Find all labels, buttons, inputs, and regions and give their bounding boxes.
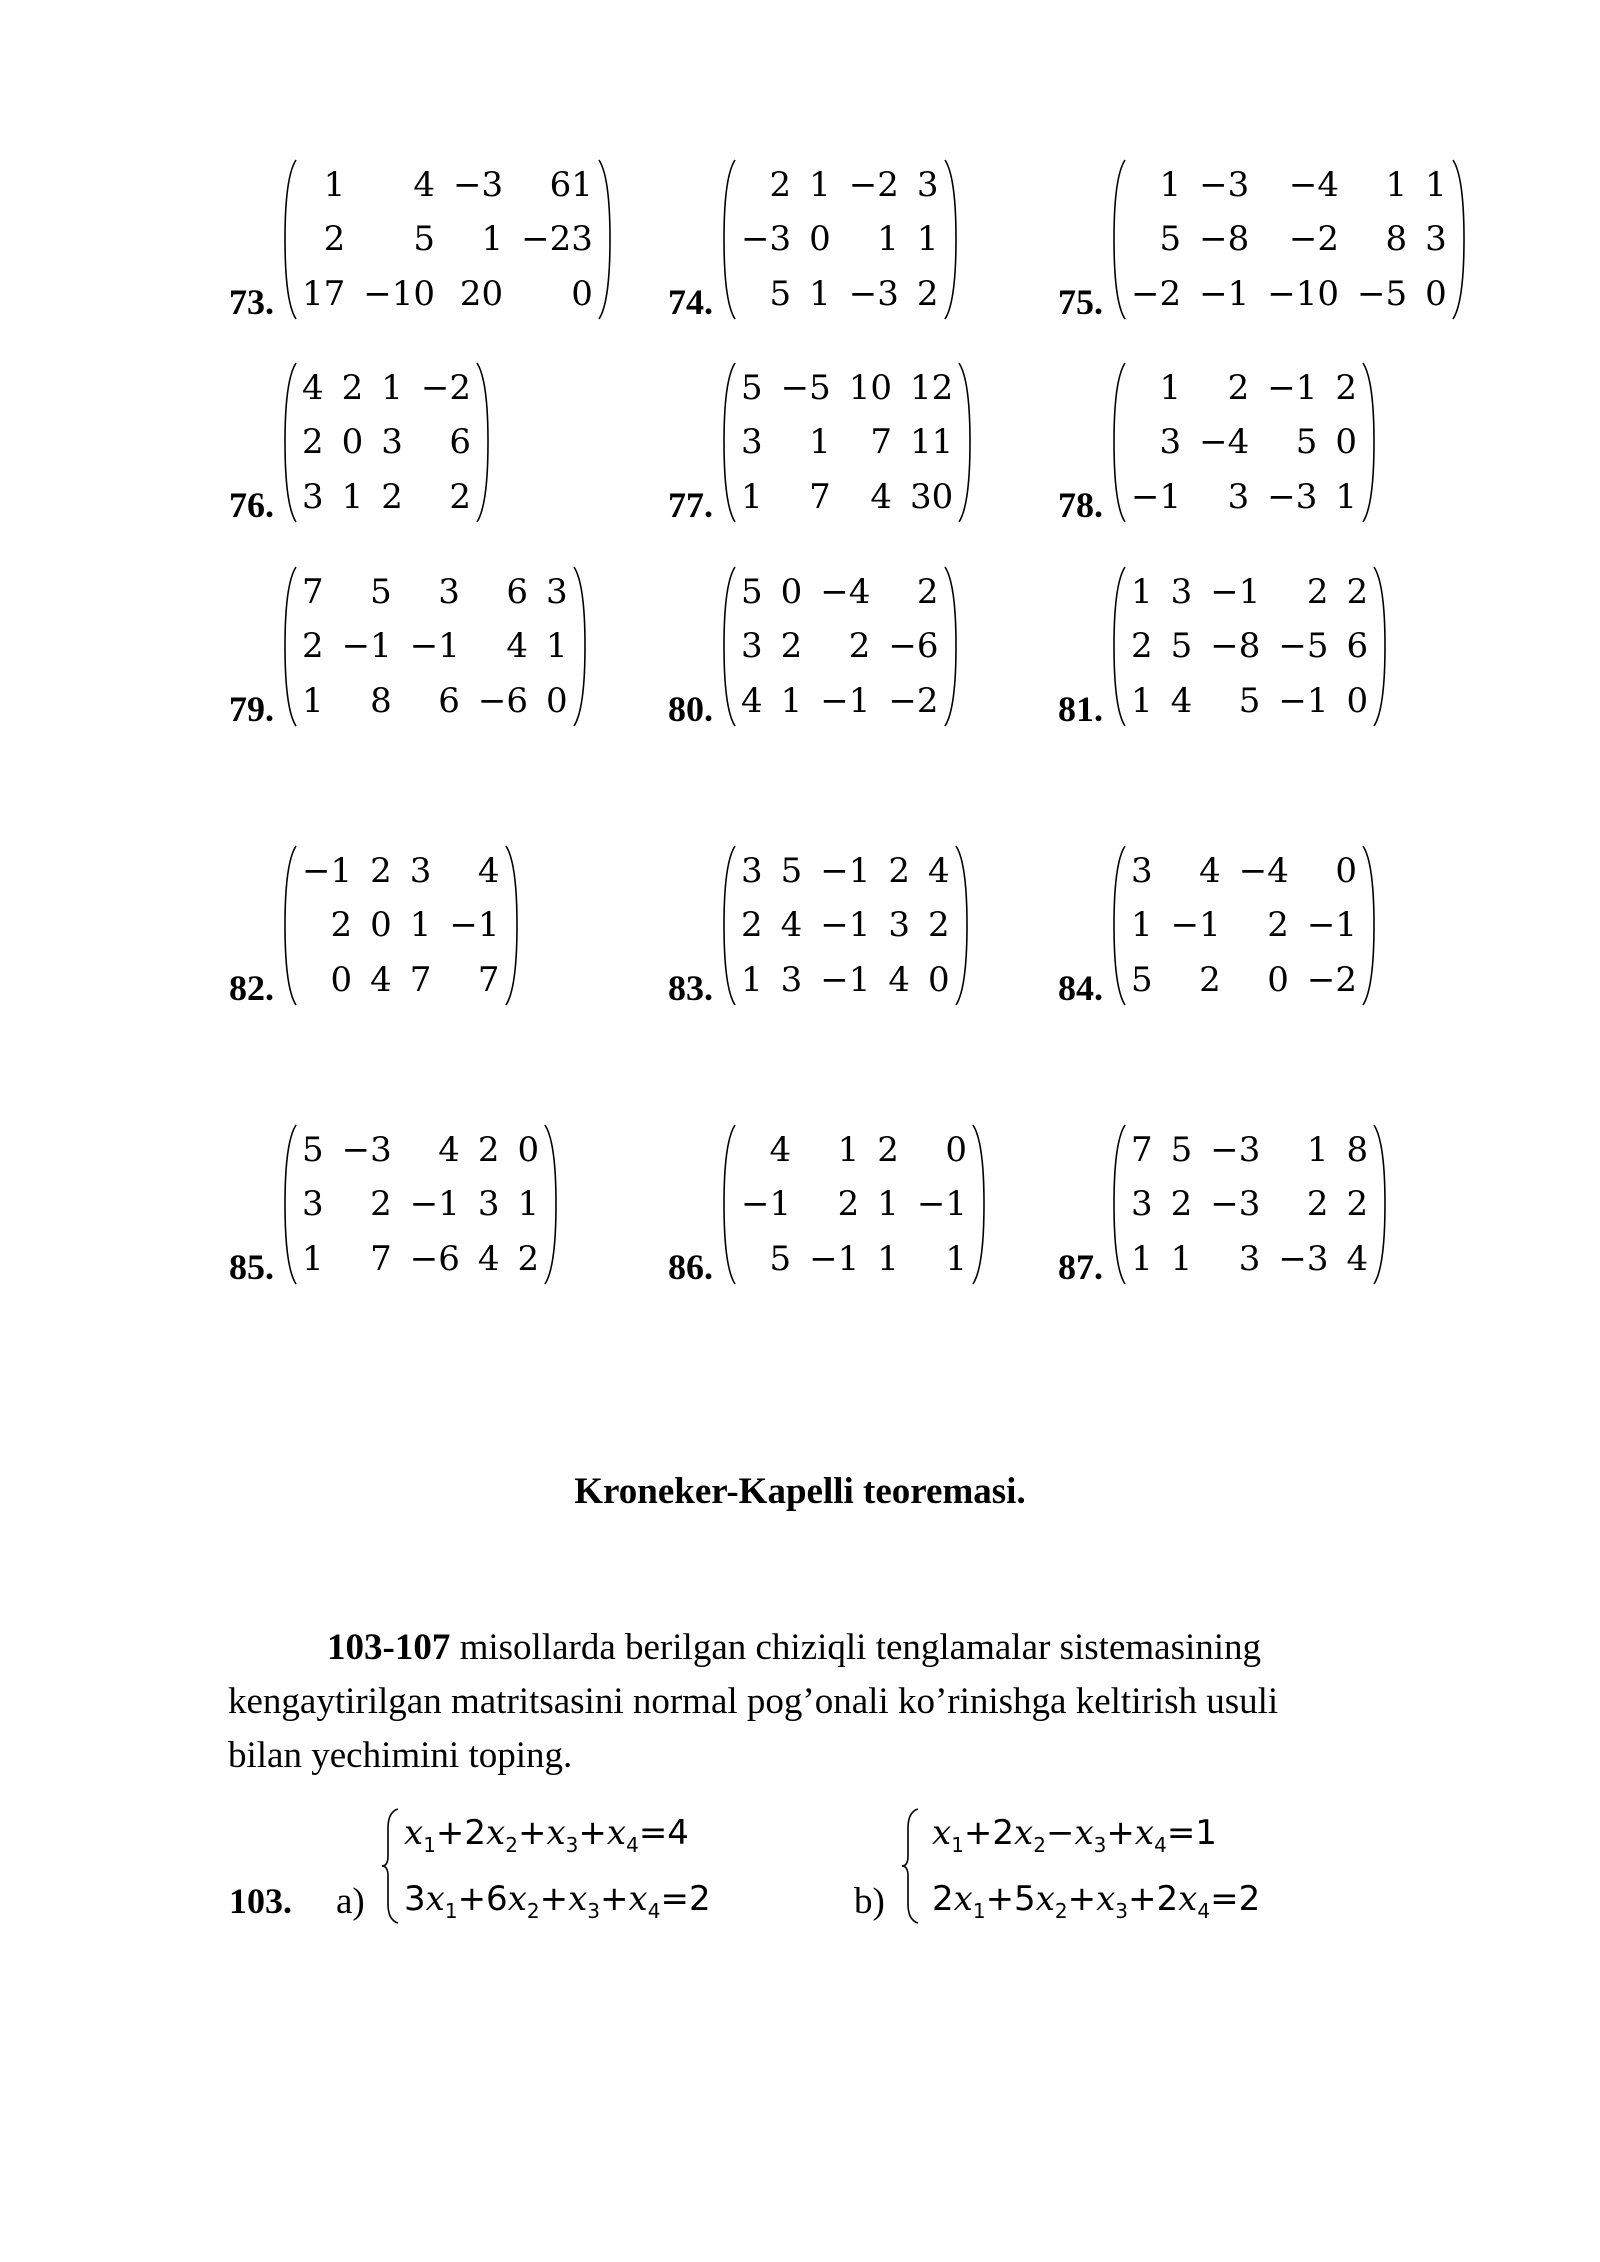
- matrix-cell: 20: [459, 273, 504, 314]
- matrix-cell: 7: [409, 959, 432, 1000]
- matrix-cell: 1: [877, 219, 899, 260]
- matrix-cell: 5: [1295, 422, 1318, 463]
- exercise-number: 83.: [668, 968, 713, 1008]
- matrix-cell: 2: [1267, 905, 1289, 946]
- matrix-cell: −3: [741, 219, 792, 260]
- matrix-cell: 5: [780, 851, 803, 891]
- matrix-cell: 2: [477, 1130, 500, 1170]
- matrix-body: [280, 157, 615, 322]
- matrix-cell: 30: [910, 476, 954, 517]
- matrix-cell: 3: [302, 1184, 324, 1225]
- matrix-cell: 1: [1131, 905, 1153, 946]
- matrix-cell: 2: [916, 572, 939, 612]
- matrix-cell: −5: [780, 368, 831, 408]
- paragraph-line-3: bilan yechimini toping.: [228, 1735, 573, 1776]
- part-b-label: b): [854, 1881, 885, 1922]
- matrix-cell: −4: [1199, 422, 1250, 463]
- problem-number: 103.: [229, 1881, 292, 1921]
- matrix-cell: −5: [1278, 626, 1329, 667]
- matrix-cell: 4: [477, 851, 500, 891]
- matrix-cell: 5: [1170, 1130, 1193, 1170]
- matrix-cell: 2: [1227, 368, 1250, 408]
- matrix-cell: 2: [449, 476, 472, 517]
- matrix-body: [280, 843, 522, 1008]
- instruction-paragraph: [228, 1621, 1528, 1783]
- matrix-cell: 4: [1346, 1238, 1369, 1279]
- matrix-75: [1058, 157, 1469, 322]
- matrix-cell: 2: [837, 1184, 860, 1225]
- matrix-cell: −8: [1210, 626, 1261, 667]
- matrix-79: [229, 564, 590, 729]
- matrix-body: [280, 564, 590, 729]
- exercise-number: 78.: [1058, 485, 1103, 525]
- matrix-cell: 3: [381, 422, 403, 463]
- matrix-cell: −3: [1210, 1130, 1261, 1170]
- matrix-cell: 7: [809, 476, 831, 517]
- matrix-body: [1109, 1122, 1390, 1287]
- matrix-cell: 2: [1335, 368, 1358, 408]
- matrix-cell: 5: [741, 368, 763, 408]
- exercise-number: 74.: [668, 282, 713, 322]
- matrix-cell: 3: [302, 476, 324, 517]
- matrix-cell: −1: [1131, 476, 1182, 517]
- exercise-number: 79.: [229, 689, 274, 729]
- exercise-number: 86.: [668, 1247, 713, 1287]
- matrix-cell: −3: [341, 1130, 392, 1170]
- matrix-cell: 4: [1170, 680, 1193, 721]
- matrix-body: [719, 843, 972, 1008]
- matrix-cell: 1: [916, 219, 939, 260]
- matrix-cell: 4: [413, 165, 436, 205]
- matrix-cell: 5: [1159, 219, 1182, 260]
- matrix-cell: −1: [1267, 368, 1318, 408]
- matrix-80: [668, 564, 961, 729]
- matrix-cell: 1: [1131, 680, 1153, 721]
- matrix-cell: 1: [517, 1184, 540, 1225]
- right-parenthesis-icon: [950, 843, 972, 1008]
- matrix-cell: 1: [302, 1238, 324, 1279]
- right-parenthesis-icon: [1368, 1122, 1390, 1287]
- matrix-cell: −1: [409, 626, 460, 667]
- matrix-cell: 1: [1385, 165, 1408, 205]
- matrix-cell: 0: [780, 572, 803, 612]
- matrix-74: [668, 157, 961, 322]
- matrix-cell: 3: [741, 851, 763, 891]
- matrix-cell: −6: [409, 1238, 460, 1279]
- matrix-cell: 2: [848, 626, 871, 667]
- matrix-body: [719, 1122, 989, 1287]
- matrix-cell: −2: [1131, 273, 1182, 314]
- matrix-cell: 1: [302, 680, 324, 721]
- matrix-cell: −4: [1238, 851, 1289, 891]
- matrix-cell: −1: [820, 851, 871, 891]
- matrix-cell: 11: [910, 422, 954, 463]
- matrix-cell: 1: [837, 1130, 860, 1170]
- matrix-cell: 0: [370, 905, 392, 946]
- matrix-cell: 1: [1159, 368, 1182, 408]
- matrix-cell: 3: [1425, 219, 1447, 260]
- exercise-number: 80.: [668, 689, 713, 729]
- matrix-cell: 2: [517, 1238, 540, 1279]
- matrix-cell: 0: [546, 680, 568, 721]
- matrix-cell: 3: [1131, 851, 1153, 891]
- matrix-cell: −8: [1199, 219, 1250, 260]
- exercise-number: 87.: [1058, 1247, 1103, 1287]
- matrix-cell: 2: [381, 476, 403, 517]
- matrix-cell: 2: [1306, 572, 1329, 612]
- matrix-cell: −3: [1267, 476, 1318, 517]
- matrix-cell: 1: [323, 165, 346, 205]
- system-a-equation-1: $x_1+2x_2+x_3+x_4=4$: [404, 1813, 689, 1857]
- matrix-cell: −1: [741, 1184, 792, 1225]
- matrix-cell: 1: [1335, 476, 1358, 517]
- matrix-cell: −2: [1306, 959, 1358, 1000]
- matrix-cell: 3: [741, 626, 763, 667]
- matrix-cell: 2: [323, 219, 346, 260]
- problem-range: 103-107: [327, 1627, 451, 1668]
- matrix-cell: −1: [809, 1238, 860, 1279]
- matrix-cell: 5: [769, 273, 792, 314]
- matrix-cell: −6: [888, 626, 939, 667]
- matrix-cell: 5: [1238, 680, 1261, 721]
- matrix-cell: −1: [1199, 273, 1250, 314]
- matrix-cell: 3: [1159, 422, 1182, 463]
- matrix-cell: −3: [453, 165, 504, 205]
- matrix-cell: 0: [1335, 422, 1358, 463]
- matrix-cell: 10: [848, 368, 893, 408]
- left-parenthesis-icon: [280, 157, 302, 322]
- matrix-cell: 3: [546, 572, 568, 612]
- left-parenthesis-icon: [719, 564, 741, 729]
- matrix-cell: 2: [370, 851, 392, 891]
- paragraph-line-2: kengaytirilgan matritsasini normal pog’onali ko’rinishga keltirish usuli: [228, 1681, 1279, 1722]
- left-parenthesis-icon: [1109, 1122, 1131, 1287]
- right-parenthesis-icon: [1357, 843, 1379, 1008]
- matrix-cell: 1: [409, 905, 432, 946]
- matrix-cell: 1: [1306, 1130, 1329, 1170]
- matrix-73: [229, 157, 615, 322]
- matrix-cell: 0: [517, 1130, 540, 1170]
- matrix-cell: 5: [413, 219, 436, 260]
- matrix-cell: 61: [549, 165, 593, 205]
- matrix-body: [719, 360, 975, 525]
- exercise-number: 77.: [668, 485, 713, 525]
- matrix-cell: 2: [1131, 626, 1153, 667]
- matrix-cell: −1: [916, 1184, 968, 1225]
- right-parenthesis-icon: [1368, 564, 1390, 729]
- left-parenthesis-icon: [719, 1122, 741, 1287]
- matrix-78: [1058, 360, 1379, 525]
- matrix-cell: 0: [809, 219, 831, 260]
- right-parenthesis-icon: [471, 360, 493, 525]
- matrix-cell: 8: [1346, 1130, 1369, 1170]
- matrix-cell: 4: [506, 626, 529, 667]
- matrix-cell: −1: [820, 905, 871, 946]
- matrix-cell: 2: [370, 1184, 392, 1225]
- exercise-number: 85.: [229, 1247, 274, 1287]
- system-b-equation-1: $x_1+2x_2-x_3+x_4=1$: [932, 1813, 1217, 1857]
- left-parenthesis-icon: [1109, 564, 1131, 729]
- matrix-cell: −1: [302, 851, 353, 891]
- system-a: [380, 1806, 780, 1926]
- matrix-cell: −1: [1210, 572, 1261, 612]
- matrix-body: [1109, 157, 1469, 322]
- left-parenthesis-icon: [280, 843, 302, 1008]
- paragraph-line-1: misollarda berilgan chiziqli tenglamalar sistemasining: [450, 1627, 1262, 1668]
- matrix-cell: −2: [420, 368, 472, 408]
- left-parenthesis-icon: [1109, 157, 1131, 322]
- matrix-cell: 1: [381, 368, 403, 408]
- matrix-cell: 4: [870, 476, 893, 517]
- matrix-cell: 3: [888, 905, 911, 946]
- matrix-cell: −1: [1306, 905, 1358, 946]
- left-parenthesis-icon: [280, 564, 302, 729]
- matrix-cell: −1: [1170, 905, 1221, 946]
- matrix-cell: 4: [928, 851, 950, 891]
- matrix-cell: 2: [302, 422, 324, 463]
- right-parenthesis-icon: [939, 564, 961, 729]
- matrix-cell: 2: [780, 626, 803, 667]
- matrix-cell: −23: [521, 219, 593, 260]
- exercise-number: 73.: [229, 282, 274, 322]
- matrix-86: [668, 1122, 989, 1287]
- matrix-82: [229, 843, 522, 1008]
- matrix-cell: 17: [302, 273, 346, 314]
- matrix-cell: 5: [741, 572, 763, 612]
- part-a-label: a): [336, 1881, 365, 1922]
- matrix-cell: 1: [1170, 1238, 1193, 1279]
- matrix-cell: 0: [1425, 273, 1447, 314]
- matrix-cell: 4: [741, 680, 763, 721]
- matrix-body: [280, 1122, 561, 1287]
- matrix-cell: 1: [1131, 572, 1153, 612]
- matrix-cell: 2: [1346, 1184, 1369, 1225]
- matrix-cell: 1: [809, 165, 831, 205]
- matrix-81: [1058, 564, 1390, 729]
- right-parenthesis-icon: [1447, 157, 1469, 322]
- matrix-cell: 3: [438, 572, 460, 612]
- matrix-cell: 5: [302, 1130, 324, 1170]
- left-parenthesis-icon: [719, 843, 741, 1008]
- matrix-cell: 1: [741, 476, 763, 517]
- left-parenthesis-icon: [280, 1122, 302, 1287]
- matrix-85: [229, 1122, 561, 1287]
- matrix-cell: −10: [363, 273, 436, 314]
- matrix-cell: 0: [945, 1130, 968, 1170]
- brace-icon: [900, 1806, 922, 1926]
- right-parenthesis-icon: [568, 564, 590, 729]
- system-b-equation-2: $2x_1+5x_2+x_3+2x_4=2$: [932, 1878, 1261, 1923]
- matrix-cell: 2: [1346, 572, 1369, 612]
- matrix-cell: 0: [571, 273, 593, 314]
- matrix-cell: 4: [370, 959, 392, 1000]
- matrix-84: [1058, 843, 1379, 1008]
- matrix-cell: 0: [928, 959, 950, 1000]
- exercise-number: 81.: [1058, 689, 1103, 729]
- matrix-cell: −5: [1357, 273, 1408, 314]
- matrix-cell: −3: [1210, 1184, 1261, 1225]
- section-heading: Kroneker-Kapelli teoremasi.: [574, 1471, 1026, 1512]
- right-parenthesis-icon: [539, 1122, 561, 1287]
- matrix-cell: −6: [477, 680, 529, 721]
- matrix-cell: 2: [741, 905, 763, 946]
- matrix-cell: 8: [370, 680, 392, 721]
- matrix-cell: −10: [1267, 273, 1340, 314]
- matrix-cell: 5: [769, 1238, 792, 1279]
- matrix-cell: 1: [809, 273, 831, 314]
- matrix-cell: −4: [820, 572, 871, 612]
- matrix-cell: 12: [910, 368, 954, 408]
- matrix-cell: 1: [1159, 165, 1182, 205]
- matrix-cell: 2: [1306, 1184, 1329, 1225]
- matrix-cell: 1: [1425, 165, 1447, 205]
- matrix-cell: 8: [1385, 219, 1408, 260]
- matrix-cell: −3: [1278, 1238, 1329, 1279]
- matrix-cell: 3: [1227, 476, 1250, 517]
- matrix-cell: 6: [506, 572, 529, 612]
- matrix-cell: −3: [1199, 165, 1250, 205]
- matrix-cell: 4: [888, 959, 911, 1000]
- matrix-cell: 1: [877, 1238, 899, 1279]
- right-parenthesis-icon: [1357, 360, 1379, 525]
- matrix-cell: 2: [888, 851, 911, 891]
- matrix-cell: 2: [877, 1130, 899, 1170]
- matrix-83: [668, 843, 972, 1008]
- exercise-number: 76.: [229, 485, 274, 525]
- matrix-cell: 3: [780, 959, 803, 1000]
- left-parenthesis-icon: [280, 360, 302, 525]
- right-parenthesis-icon: [967, 1122, 989, 1287]
- matrix-cell: 7: [302, 572, 324, 612]
- right-parenthesis-icon: [593, 157, 615, 322]
- matrix-cell: 2: [769, 165, 792, 205]
- matrix-cell: 2: [916, 273, 939, 314]
- matrix-cell: 5: [1170, 626, 1193, 667]
- matrix-cell: 0: [341, 422, 364, 463]
- matrix-cell: 1: [877, 1184, 899, 1225]
- matrix-cell: 7: [477, 959, 500, 1000]
- brace-icon: [380, 1806, 402, 1926]
- matrix-cell: 4: [780, 905, 803, 946]
- matrix-cell: 6: [438, 680, 460, 721]
- matrix-cell: −1: [341, 626, 392, 667]
- matrix-body: [719, 564, 961, 729]
- matrix-cell: 2: [1170, 1184, 1193, 1225]
- matrix-87: [1058, 1122, 1390, 1287]
- matrix-body: [719, 157, 961, 322]
- matrix-cell: 3: [1238, 1238, 1261, 1279]
- matrix-cell: 7: [370, 1238, 392, 1279]
- matrix-cell: −1: [449, 905, 500, 946]
- matrix-cell: 3: [409, 851, 432, 891]
- matrix-cell: −1: [820, 680, 871, 721]
- matrix-cell: 0: [1267, 959, 1289, 1000]
- matrix-body: [1109, 564, 1390, 729]
- matrix-cell: 2: [330, 905, 353, 946]
- matrix-cell: 0: [330, 959, 353, 1000]
- exercise-number: 82.: [229, 968, 274, 1008]
- exercise-number: 84.: [1058, 968, 1103, 1008]
- matrix-cell: 1: [341, 476, 364, 517]
- matrix-cell: 3: [741, 422, 763, 463]
- right-parenthesis-icon: [953, 360, 975, 525]
- matrix-cell: 2: [302, 626, 324, 667]
- matrix-cell: 1: [741, 959, 763, 1000]
- left-parenthesis-icon: [1109, 843, 1131, 1008]
- right-parenthesis-icon: [939, 157, 961, 322]
- matrix-cell: −3: [848, 273, 899, 314]
- matrix-cell: 4: [1199, 851, 1221, 891]
- matrix-cell: −1: [1278, 680, 1329, 721]
- matrix-body: [1109, 360, 1379, 525]
- system-b: [900, 1806, 1320, 1926]
- matrix-cell: −1: [409, 1184, 460, 1225]
- matrix-cell: 2: [928, 905, 950, 946]
- matrix-77: [668, 360, 975, 525]
- matrix-cell: 6: [449, 422, 472, 463]
- matrix-cell: 4: [477, 1238, 500, 1279]
- matrix-cell: 7: [1131, 1130, 1153, 1170]
- matrix-cell: 1: [945, 1238, 968, 1279]
- matrix-cell: 1: [546, 626, 568, 667]
- right-parenthesis-icon: [500, 843, 522, 1008]
- matrix-cell: 1: [780, 680, 803, 721]
- matrix-cell: 1: [481, 219, 504, 260]
- matrix-cell: 1: [1131, 1238, 1153, 1279]
- matrix-cell: 5: [370, 572, 392, 612]
- matrix-cell: 3: [1170, 572, 1193, 612]
- matrix-cell: 1: [809, 422, 831, 463]
- matrix-body: [1109, 843, 1379, 1008]
- matrix-cell: 5: [1131, 959, 1153, 1000]
- matrix-cell: −4: [1288, 165, 1340, 205]
- matrix-cell: −2: [1288, 219, 1340, 260]
- matrix-cell: −2: [848, 165, 899, 205]
- matrix-cell: 4: [438, 1130, 460, 1170]
- matrix-cell: 0: [1335, 851, 1358, 891]
- left-parenthesis-icon: [719, 360, 741, 525]
- left-parenthesis-icon: [719, 157, 741, 322]
- system-a-equation-2: $3x_1+6x_2+x_3+x_4=2$: [404, 1878, 711, 1923]
- matrix-cell: 7: [870, 422, 893, 463]
- matrix-cell: 3: [1131, 1184, 1153, 1225]
- exercise-number: 75.: [1058, 282, 1103, 322]
- matrix-cell: 0: [1346, 680, 1369, 721]
- matrix-cell: 3: [477, 1184, 500, 1225]
- matrix-cell: 3: [916, 165, 939, 205]
- matrix-cell: 4: [302, 368, 324, 408]
- matrix-cell: 4: [769, 1130, 792, 1170]
- matrix-cell: 2: [341, 368, 364, 408]
- matrix-cell: −1: [820, 959, 871, 1000]
- matrix-cell: 6: [1346, 626, 1369, 667]
- matrix-cell: −2: [888, 680, 939, 721]
- matrix-body: [280, 360, 493, 525]
- matrix-cell: 2: [1199, 959, 1221, 1000]
- left-parenthesis-icon: [1109, 360, 1131, 525]
- matrix-76: [229, 360, 493, 525]
